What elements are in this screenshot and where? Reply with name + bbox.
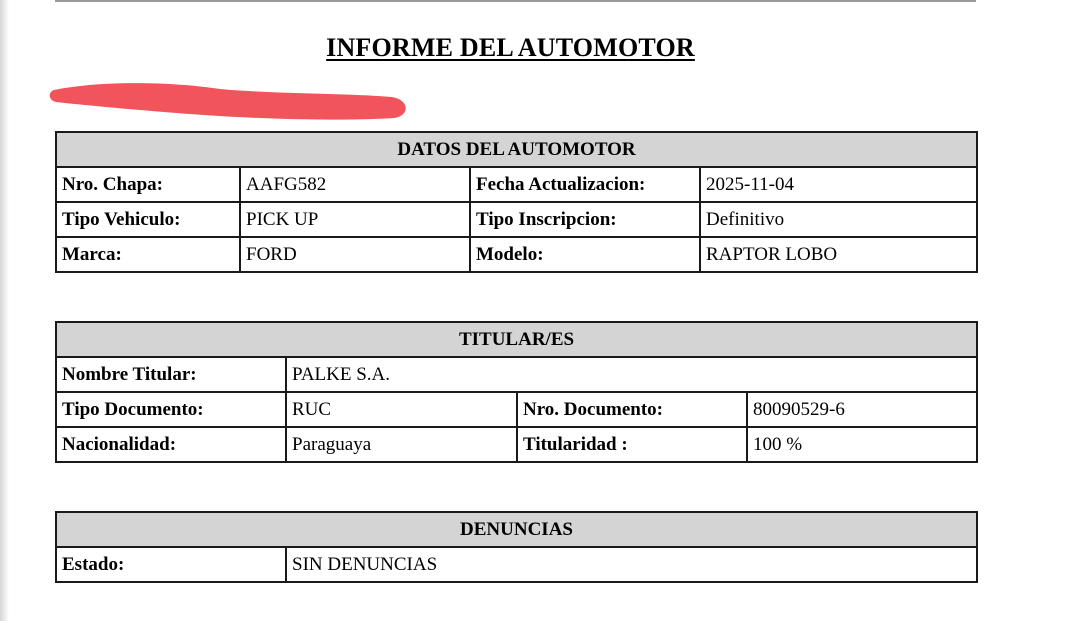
owners-table — [55, 321, 978, 463]
registration-type-label: Tipo Inscripcion: — [470, 202, 700, 237]
complaints-table — [55, 511, 978, 583]
owner-name-value: PALKE S.A. — [286, 357, 977, 392]
owners-section-heading: TITULAR/ES — [56, 322, 977, 357]
document-number-label: Nro. Documento: — [517, 392, 747, 427]
ownership-value: 100 % — [747, 427, 977, 462]
table-row — [56, 547, 977, 582]
registration-type-value: Definitivo — [700, 202, 977, 237]
page-edge-shadow — [0, 0, 9, 621]
brand-label: Marca: — [56, 237, 240, 272]
document-number-value: 80090529-6 — [747, 392, 977, 427]
status-value: SIN DENUNCIAS — [286, 547, 977, 582]
table-row — [56, 392, 977, 427]
ownership-label: Titularidad : — [517, 427, 747, 462]
plate-value: AAFG582 — [240, 167, 470, 202]
table-row — [56, 202, 977, 237]
table-row — [56, 357, 977, 392]
owner-name-label: Nombre Titular: — [56, 357, 286, 392]
top-divider — [55, 0, 976, 2]
vehicle-type-label: Tipo Vehiculo: — [56, 202, 240, 237]
brand-value: FORD — [240, 237, 470, 272]
model-value: RAPTOR LOBO — [700, 237, 977, 272]
table-row — [56, 427, 977, 462]
status-label: Estado: — [56, 547, 286, 582]
vehicle-section-heading: DATOS DEL AUTOMOTOR — [56, 132, 977, 167]
vehicle-data-table — [55, 131, 978, 273]
updated-label: Fecha Actualizacion: — [470, 167, 700, 202]
redaction-mark — [44, 72, 412, 124]
table-row — [56, 237, 977, 272]
vehicle-type-value: PICK UP — [240, 202, 470, 237]
document-type-label: Tipo Documento: — [56, 392, 286, 427]
nationality-label: Nacionalidad: — [56, 427, 286, 462]
document-type-value: RUC — [286, 392, 517, 427]
table-row — [56, 167, 977, 202]
complaints-section-heading: DENUNCIAS — [56, 512, 977, 547]
plate-label: Nro. Chapa: — [56, 167, 240, 202]
updated-value: 2025-11-04 — [700, 167, 977, 202]
model-label: Modelo: — [470, 237, 700, 272]
document-title: INFORME DEL AUTOMOTOR — [326, 33, 695, 62]
nationality-value: Paraguaya — [286, 427, 517, 462]
